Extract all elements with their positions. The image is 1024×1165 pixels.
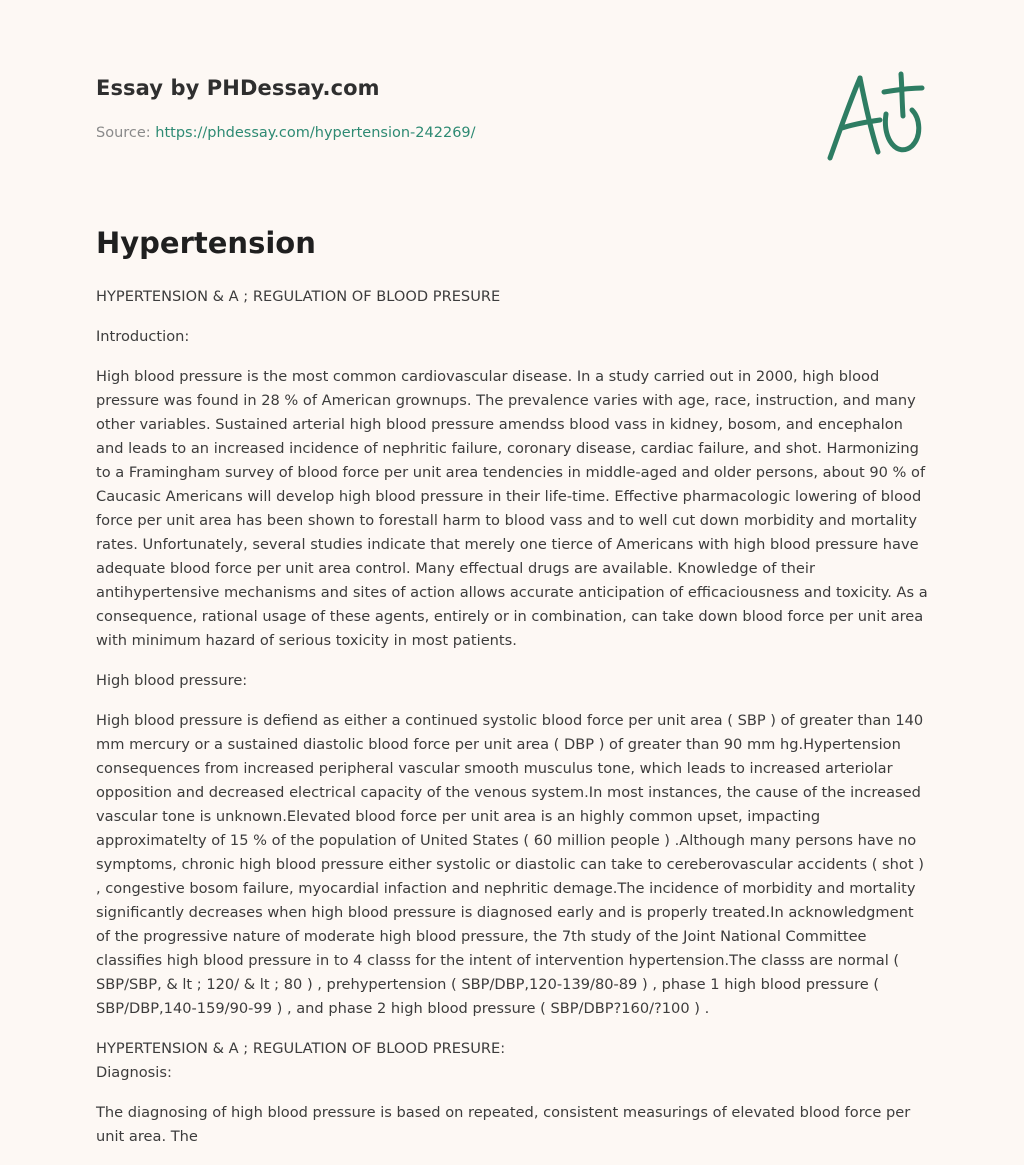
a-plus-logo-icon <box>822 66 928 166</box>
section-heading: High blood pressure: <box>96 672 248 689</box>
section-heading: Diagnosis: <box>96 1064 172 1081</box>
source-line <box>96 125 476 141</box>
body-paragraph: High blood pressure is defiend as either a continued systolic blood force per unit area ( SBP ) of greater than 140 mm mercury or a sustained diastolic blood force per unit area ( DBP ) of greater than 90 mm hg.Hypertension consequences from increased peripheral vascular smooth musculus tone, which leads to increased arteriolar opposition and decreased electrical capacity of the venous system.In most instances, the cause of the increased vascular tone is unknown.Elevated blood force per unit area is an highly common upset, impacting approximatelty of 15 % of the population of United States ( 60 million people ) .Although many persons have no symptoms, chronic high blood pressure either systolic or diastolic can take to cereberovascular accidents ( shot ) , congestive bosom failure, myocardial infaction and nephritic demage.The incidence of morbidity and mortality significantly decreases when high blood pressure is diagnosed early and is properly treated.In acknowledgment of the progressive nature of moderate high blood pressure, the 7th study of the Joint National Committee classifies high blood pressure in to 4 classs for the intent of intervention hypertension.The classs are normal ( SBP/SBP, & lt ; 120/ & lt ; 80 ) , prehypertension ( SBP/DBP,120-139/80-89 ) , phase 1 high blood pressure ( SBP/DBP,140-159/90-99 ) , and phase 2 high blood pressure ( SBP/DBP?160/?100 ) . <box>96 712 924 1017</box>
section-heading: HYPERTENSION & A ; REGULATION OF BLOOD PRESURE <box>96 288 501 305</box>
source-link[interactable]: https://phdessay.com/hypertension-242269/ <box>155 125 476 141</box>
document-title: Hypertension <box>96 226 316 260</box>
site-title: Essay by PHDessay.com <box>96 76 380 100</box>
section-heading: Introduction: <box>96 328 190 345</box>
section-heading: HYPERTENSION & A ; REGULATION OF BLOOD PRESURE: <box>96 1040 506 1057</box>
source-label: Source: <box>96 125 151 141</box>
body-paragraph: The diagnosing of high blood pressure is based on repeated, consistent measurings of elevated blood force per unit area. The <box>96 1104 911 1145</box>
body-paragraph: High blood pressure is the most common cardiovascular disease. In a study carried out in 2000, high blood pressure was found in 28 % of American grownups. The prevalence varies with age, race, instruction, and many other variables. Sustained arterial high blood pressure amendss blood vass in kidney, bosom, and encephalon and leads to an increased incidence of nephritic failure, coronary disease, cardiac failure, and shot. Harmonizing to a Framingham survey of blood force per unit area tendencies in middle-aged and older persons, about 90 % of Caucasic Americans will develop high blood pressure in their life-time. Effective pharmacologic lowering of blood force per unit area has been shown to forestall harm to blood vass and to well cut down morbidity and mortality rates. Unfortunately, several studies indicate that merely one tierce of Americans with high blood pressure have adequate blood force per unit area control. Many effectual drugs are available. Knowledge of their antihypertensive mechanisms and sites of action allows accurate anticipation of efficaciousness and toxicity. As a consequence, rational usage of these agents, entirely or in combination, can take down blood force per unit area with minimum hazard of serious toxicity in most patients. <box>96 368 928 649</box>
document-body <box>96 285 932 1165</box>
